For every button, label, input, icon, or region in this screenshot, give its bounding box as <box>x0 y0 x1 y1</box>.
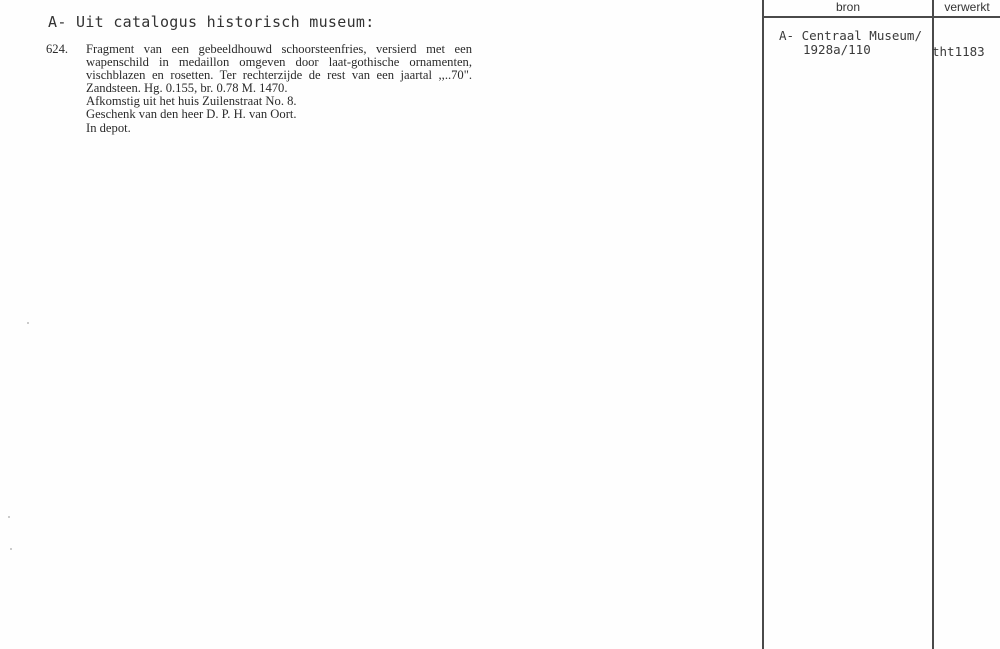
bron-line-2: 1928a/110 <box>803 42 871 57</box>
column-rule-left <box>762 0 764 649</box>
bron-line-1: A- Centraal Museum/ <box>779 28 922 43</box>
bron-value <box>779 29 922 57</box>
scan-speck <box>10 548 12 550</box>
entry-line: Geschenk van den heer D. P. H. van Oort. <box>86 107 297 122</box>
column-header-verwerkt: verwerkt <box>944 0 990 14</box>
entry-line: wapenschild in medaillon omgeven door laat-gothische ornamenten, <box>86 55 472 70</box>
column-rule-right <box>932 0 934 649</box>
column-header-bron: bron <box>835 0 861 14</box>
header-rule <box>762 16 1000 18</box>
entry-description <box>86 43 506 135</box>
entry-line: vischblazen en rosetten. Ter rechterzijde de rest van een jaartal ,,..70". <box>86 68 472 83</box>
section-heading: A- Uit catalogus historisch museum: <box>48 13 375 31</box>
entry-line: Fragment van een gebeeldhouwd schoorsteenfries, versierd met een <box>86 42 472 56</box>
entry-line: Zandsteen. Hg. 0.155, br. 0.78 M. 1470. <box>86 81 288 96</box>
entry-line: Afkomstig uit het huis Zuilenstraat No. 8. <box>86 94 297 109</box>
entry-line: In depot. <box>86 120 131 135</box>
scan-speck <box>8 516 10 518</box>
entry-number: 624. <box>46 42 69 56</box>
verwerkt-value: tht1183 <box>932 44 985 59</box>
scan-speck <box>27 322 29 324</box>
